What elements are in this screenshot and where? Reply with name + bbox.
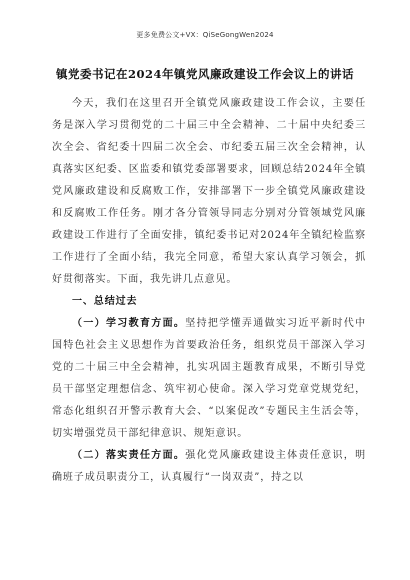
header-note: 更多免费公文+VX：QiSeGongWen2024 bbox=[136, 31, 274, 39]
section-heading: 一、总结过去 bbox=[72, 296, 138, 307]
item-2-text: 强化党风廉政建设主体责任意识，明确班子成员职责分工，认真履行“一岗双责”，持之以 bbox=[52, 450, 367, 483]
intro-paragraph: 今天，我们在这里召开全镇党风廉政建设工作会议，主要任务是深入学习贯彻党的二十届三中全会精神、二十届中央纪委三次全会、省纪委十四届二次全会、市纪委五届三次全会精神，认真落实区纪委、区监委和镇党委部署要求，回顾总结2024年全镇党风廉政建设和反腐败工作，安排部署下一步全镇党风廉政建设和反腐败工作任务。刚才各分管领导同志分别对分管领域党风廉政建设工作进行了全面安排，镇纪委书记对2024年全镇纪检监察工作进行了全面小结，我完全同意，希望大家认真学习领会，抓好贯彻落实。下面，我先讲几点意见。 bbox=[52, 98, 366, 285]
item-1-text: 坚持把学懂弄通做实习近平新时代中国特色社会主义思想作为首要政治任务，组织党员干部深入学习党的二十届三中全会精神，扎实巩固主题教育成果，不断引导党员干部坚定理想信念、筑牢初心使命。深入学习党章党规党纪，常态化组织召开警示教育大会、“以案促改”专题民主生活会等，切实增强党员干部纪律意识、规矩意识。 bbox=[52, 318, 367, 439]
item-1-paragraph bbox=[52, 313, 366, 445]
item-1-lead: （一）学习教育方面。 bbox=[72, 318, 186, 329]
item-2-paragraph bbox=[52, 445, 366, 489]
document-body bbox=[52, 93, 366, 489]
item-2-lead: （二）落实责任方面。 bbox=[72, 450, 186, 461]
document-title: 镇党委书记在2024年镇党风廉政建设工作会议上的讲话 bbox=[55, 67, 354, 81]
